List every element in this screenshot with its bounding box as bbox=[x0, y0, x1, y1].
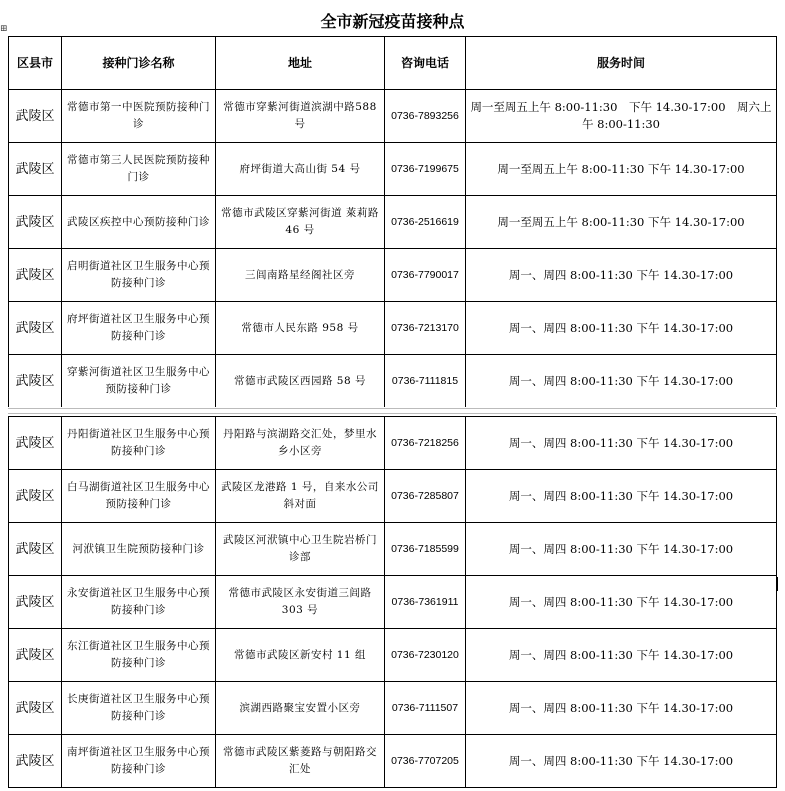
phone-cell: 0736-7285807 bbox=[385, 470, 466, 523]
clinic-cell: 常德市第一中医院预防接种门诊 bbox=[62, 90, 216, 143]
hours-cell: 周一、周四 8:00-11:30 下午 14.30-17:00 bbox=[466, 629, 777, 682]
page-break-line-bottom bbox=[8, 413, 776, 414]
header-hours: 服务时间 bbox=[466, 37, 777, 90]
table-row bbox=[9, 417, 777, 470]
clinic-cell: 永安街道社区卫生服务中心预防接种门诊 bbox=[62, 576, 216, 629]
header-district: 区县市 bbox=[9, 37, 62, 90]
page-title: 全市新冠疫苗接种点 bbox=[320, 12, 465, 31]
table-row bbox=[9, 302, 777, 355]
address-cell: 常德市穿紫河街道滨湖中路588号 bbox=[216, 90, 385, 143]
clinic-cell: 丹阳街道社区卫生服务中心预防接种门诊 bbox=[62, 417, 216, 470]
header-phone: 咨询电话 bbox=[385, 37, 466, 90]
address-cell: 三闾南路星经阁社区旁 bbox=[216, 249, 385, 302]
clinic-cell: 长庚街道社区卫生服务中心预防接种门诊 bbox=[62, 682, 216, 735]
address-cell: 府坪街道大高山街 54 号 bbox=[216, 143, 385, 196]
table-row bbox=[9, 196, 777, 249]
hours-cell: 周一、周四 8:00-11:30 下午 14.30-17:00 bbox=[466, 523, 777, 576]
clinic-cell: 武陵区疾控中心预防接种门诊 bbox=[62, 196, 216, 249]
address-cell: 武陵区河洑镇中心卫生院岩桥门诊部 bbox=[216, 523, 385, 576]
phone-cell: 0736-7199675 bbox=[385, 143, 466, 196]
table-row bbox=[9, 143, 777, 196]
hours-cell: 周一至周五上午 8:00-11:30 下午 14.30-17:00 bbox=[466, 196, 777, 249]
district-cell: 武陵区 bbox=[9, 735, 62, 788]
hours-cell: 周一、周四 8:00-11:30 下午 14.30-17:00 bbox=[466, 576, 777, 629]
phone-cell: 0736-7185599 bbox=[385, 523, 466, 576]
district-cell: 武陵区 bbox=[9, 417, 62, 470]
hours-cell: 周一、周四 8:00-11:30 下午 14.30-17:00 bbox=[466, 470, 777, 523]
phone-cell: 0736-7218256 bbox=[385, 417, 466, 470]
table-move-handle-icon[interactable]: ⊞ bbox=[0, 24, 8, 34]
vaccination-sites-table-page-2 bbox=[8, 416, 777, 788]
clinic-cell: 白马湖街道社区卫生服务中心预防接种门诊 bbox=[62, 470, 216, 523]
phone-cell: 0736-7111815 bbox=[385, 355, 466, 408]
address-cell: 常德市武陵区紫菱路与朝阳路交汇处 bbox=[216, 735, 385, 788]
district-cell: 武陵区 bbox=[9, 629, 62, 682]
phone-cell: 0736-7361911 bbox=[385, 576, 466, 629]
phone-cell: 0736-7790017 bbox=[385, 249, 466, 302]
address-cell: 丹阳路与滨湖路交汇处，梦里水乡小区旁 bbox=[216, 417, 385, 470]
table-row bbox=[9, 355, 777, 408]
hours-cell: 周一、周四 8:00-11:30 下午 14.30-17:00 bbox=[466, 355, 777, 408]
table-row bbox=[9, 249, 777, 302]
address-cell: 常德市武陵区永安街道三闾路 303 号 bbox=[216, 576, 385, 629]
table-row bbox=[9, 576, 777, 629]
clinic-cell: 穿紫河街道社区卫生服务中心预防接种门诊 bbox=[62, 355, 216, 408]
phone-cell: 0736-7893256 bbox=[385, 90, 466, 143]
address-cell: 常德市人民东路 958 号 bbox=[216, 302, 385, 355]
table-row bbox=[9, 629, 777, 682]
district-cell: 武陵区 bbox=[9, 143, 62, 196]
clinic-cell: 南坪街道社区卫生服务中心预防接种门诊 bbox=[62, 735, 216, 788]
district-cell: 武陵区 bbox=[9, 90, 62, 143]
table-row bbox=[9, 682, 777, 735]
hours-cell: 周一、周四 8:00-11:30 下午 14.30-17:00 bbox=[466, 682, 777, 735]
page-break-line-top bbox=[8, 408, 776, 409]
phone-cell: 0736-7707205 bbox=[385, 735, 466, 788]
hours-cell: 周一、周四 8:00-11:30 下午 14.30-17:00 bbox=[466, 302, 777, 355]
table-row bbox=[9, 90, 777, 143]
district-cell: 武陵区 bbox=[9, 523, 62, 576]
hours-cell: 周一、周四 8:00-11:30 下午 14.30-17:00 bbox=[466, 417, 777, 470]
district-cell: 武陵区 bbox=[9, 302, 62, 355]
district-cell: 武陵区 bbox=[9, 576, 62, 629]
header-clinic: 接种门诊名称 bbox=[62, 37, 216, 90]
table-row bbox=[9, 523, 777, 576]
clinic-cell: 东江街道社区卫生服务中心预防接种门诊 bbox=[62, 629, 216, 682]
district-cell: 武陵区 bbox=[9, 196, 62, 249]
hours-cell: 周一、周四 8:00-11:30 下午 14.30-17:00 bbox=[466, 249, 777, 302]
address-cell: 常德市武陵区西园路 58 号 bbox=[216, 355, 385, 408]
clinic-cell: 启明街道社区卫生服务中心预防接种门诊 bbox=[62, 249, 216, 302]
clinic-cell: 河洑镇卫生院预防接种门诊 bbox=[62, 523, 216, 576]
phone-cell: 0736-2516619 bbox=[385, 196, 466, 249]
address-cell: 常德市武陵区新安村 11 组 bbox=[216, 629, 385, 682]
district-cell: 武陵区 bbox=[9, 355, 62, 408]
phone-cell: 0736-7111507 bbox=[385, 682, 466, 735]
table-row bbox=[9, 470, 777, 523]
district-cell: 武陵区 bbox=[9, 249, 62, 302]
district-cell: 武陵区 bbox=[9, 682, 62, 735]
address-cell: 常德市武陵区穿紫河街道 萊莉路 46 号 bbox=[216, 196, 385, 249]
phone-cell: 0736-7230120 bbox=[385, 629, 466, 682]
header-address: 地址 bbox=[216, 37, 385, 90]
phone-cell: 0736-7213170 bbox=[385, 302, 466, 355]
table-row bbox=[9, 735, 777, 788]
hours-cell: 周一至周五上午 8:00-11:30 下午 14.30-17:00 周六上午 8:00-11:30 bbox=[466, 90, 777, 143]
text-cursor bbox=[777, 577, 778, 591]
clinic-cell: 常德市第三人民医院预防接种门诊 bbox=[62, 143, 216, 196]
address-cell: 武陵区龙港路 1 号，自来水公司斜对面 bbox=[216, 470, 385, 523]
address-cell: 滨湖西路聚宝安置小区旁 bbox=[216, 682, 385, 735]
clinic-cell: 府坪街道社区卫生服务中心预防接种门诊 bbox=[62, 302, 216, 355]
hours-cell: 周一至周五上午 8:00-11:30 下午 14.30-17:00 bbox=[466, 143, 777, 196]
vaccination-sites-table-page-1 bbox=[8, 36, 777, 408]
hours-cell: 周一、周四 8:00-11:30 下午 14.30-17:00 bbox=[466, 735, 777, 788]
district-cell: 武陵区 bbox=[9, 470, 62, 523]
